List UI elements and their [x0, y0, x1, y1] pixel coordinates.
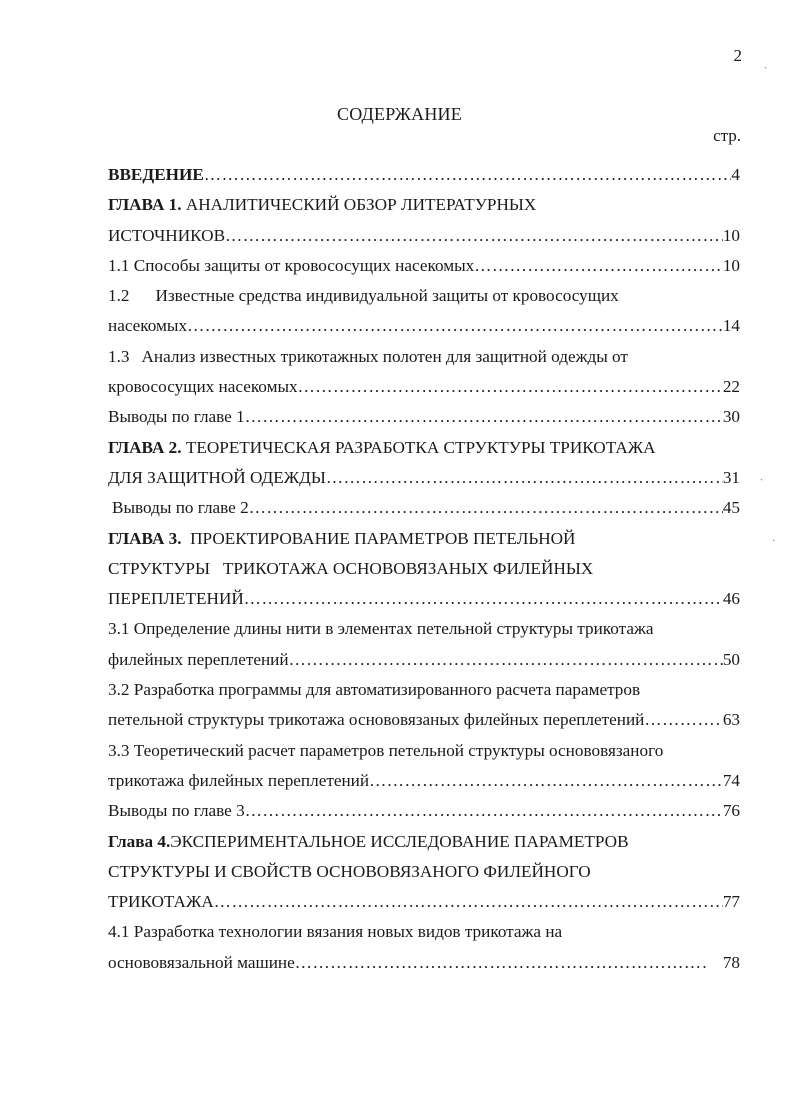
- toc-page-ref: 76: [722, 801, 740, 821]
- toc-entry-s33-line2: [108, 771, 740, 801]
- leader-dots: [295, 953, 709, 973]
- table-of-contents: [108, 165, 740, 983]
- section-title-cont: кровососущих насекомых: [108, 377, 298, 397]
- section-title-cont: трикотажа филейных переплетений: [108, 770, 370, 790]
- section-title-cont: основовязальной машине: [108, 952, 295, 972]
- toc-entry-s13-line1: [108, 347, 740, 377]
- toc-entry-s12-line1: [108, 286, 740, 316]
- toc-entry-conclusions-1: [108, 407, 740, 437]
- toc-entry-ch3-line3: [108, 589, 740, 619]
- toc-entry-intro: [108, 165, 740, 195]
- leader-dots: [225, 226, 723, 246]
- toc-entry-label: Выводы по главе 3: [108, 801, 245, 821]
- chapter-title-cont: ПЕРЕПЛЕТЕНИЙ: [108, 589, 244, 609]
- leader-dots: [644, 710, 722, 730]
- section-title: 3.1 Определение длины нити в элементах петельной структуры трикотажа: [108, 619, 654, 639]
- toc-entry-ch4-line2: [108, 862, 740, 892]
- page-number: 2: [733, 46, 742, 65]
- toc-page-ref: 74: [722, 770, 740, 790]
- toc-entry-ch3-line2: [108, 559, 740, 589]
- chapter-prefix: Глава 4.: [108, 831, 171, 851]
- leader-dots: [289, 650, 723, 670]
- toc-entry-ch2-line2: [108, 468, 740, 498]
- toc-page-ref: 63: [722, 710, 740, 730]
- toc-page-ref: 22: [722, 377, 740, 397]
- toc-entry-s31-line2: [108, 650, 740, 680]
- chapter-title-cont: ИСТОЧНИКОВ: [108, 225, 226, 245]
- section-title: 4.1 Разработка технологии вязания новых видов трикотажа на: [108, 922, 563, 942]
- toc-entry-label: ВВЕДЕНИЕ: [108, 165, 204, 184]
- page-title: СОДЕРЖАНИЕ: [337, 104, 462, 124]
- toc-entry-s31-line1: [108, 619, 740, 649]
- section-number: 1.2: [108, 286, 130, 306]
- toc-page-ref: 31: [722, 467, 740, 487]
- section-title: 3.2 Разработка программы для автоматизированного расчета параметров: [108, 680, 641, 700]
- section-title-cont: филейных переплетений: [108, 649, 289, 669]
- toc-page-ref: 50: [722, 649, 740, 669]
- toc-entry-conclusions-2: [108, 498, 740, 528]
- chapter-title: ПРОЕКТИРОВАНИЕ ПАРАМЕТРОВ ПЕТЕЛЬНОЙ: [190, 528, 576, 548]
- leader-dots: [249, 498, 723, 518]
- toc-entry-s33-line1: [108, 741, 740, 771]
- chapter-title-cont: СТРУКТУРЫ ТРИКОТАЖА ОСНОВОВЯЗАНЫХ ФИЛЕЙНЫХ: [108, 558, 594, 578]
- toc-page-ref: 4: [731, 165, 740, 184]
- toc-page-ref: 78: [722, 952, 740, 972]
- leader-dots: [298, 377, 723, 397]
- section-title-cont: насекомых: [108, 316, 188, 336]
- section-title-cont: петельной структуры трикотажа основовязаных филейных переплетений: [108, 710, 645, 730]
- toc-entry-ch4-line1: [108, 832, 740, 862]
- leader-dots: [369, 771, 723, 791]
- toc-entry-s41-line1: [108, 922, 740, 952]
- toc-entry-s41-line2: [108, 953, 740, 983]
- toc-entry-s11: [108, 256, 740, 286]
- chapter-prefix: ГЛАВА 1.: [108, 195, 182, 215]
- section-title: Анализ известных трикотажных полотен для защитной одежды от: [141, 346, 628, 366]
- toc-entry-label: 1.1 Способы защиты от кровососущих насекомых: [108, 255, 475, 275]
- section-title: 3.3 Теоретический расчет параметров петельной структуры основовязаного: [108, 740, 664, 760]
- chapter-title-cont: СТРУКТУРЫ И СВОЙСТВ ОСНОВОВЯЗАНОГО ФИЛЕЙНОГО: [108, 861, 591, 881]
- chapter-prefix: ГЛАВА 3.: [108, 528, 182, 548]
- leader-dots: [474, 256, 723, 276]
- toc-entry-ch3-line1: [108, 529, 740, 559]
- section-number: 1.3: [108, 346, 130, 366]
- toc-entry-conclusions-3: [108, 801, 740, 831]
- toc-entry-ch4-line3: [108, 892, 740, 922]
- toc-entry-s32-line2: [108, 710, 740, 740]
- chapter-title: АНАЛИТИЧЕСКИЙ ОБЗОР ЛИТЕРАТУРНЫХ: [185, 195, 537, 215]
- toc-page-ref: 10: [722, 255, 740, 275]
- scan-speck: ˎ: [764, 58, 768, 69]
- chapter-title-cont: ТРИКОТАЖА: [108, 892, 214, 912]
- toc-page-ref: 77: [722, 892, 740, 912]
- leader-dots: [204, 165, 732, 185]
- toc-page-ref: 14: [722, 316, 740, 336]
- chapter-title-cont: ДЛЯ ЗАЩИТНОЙ ОДЕЖДЫ: [108, 467, 326, 487]
- leader-dots: [214, 892, 723, 912]
- toc-entry-ch2-line1: [108, 438, 740, 468]
- leader-dots: [245, 801, 723, 821]
- section-title: Известные средства индивидуальной защиты от кровососущих: [155, 286, 619, 306]
- toc-page-ref: 45: [722, 498, 740, 518]
- leader-dots: [244, 589, 723, 609]
- toc-entry-s32-line1: [108, 680, 740, 710]
- toc-page-ref: 10: [722, 225, 740, 245]
- toc-entry-ch1-line2: [108, 226, 740, 256]
- page-column-label: стр.: [713, 126, 741, 145]
- toc-entry-s13-line2: [108, 377, 740, 407]
- leader-dots: [187, 316, 723, 336]
- leader-dots: [326, 468, 723, 488]
- scan-speck: ˏ: [760, 470, 764, 481]
- scan-speck: ·: [772, 536, 776, 547]
- toc-page-ref: 46: [722, 589, 740, 609]
- toc-entry-label: Выводы по главе 2: [112, 498, 249, 518]
- chapter-title: ЭКСПЕРИМЕНТАЛЬНОЕ ИССЛЕДОВАНИЕ ПАРАМЕТРОВ: [170, 831, 629, 851]
- toc-page-ref: 30: [722, 407, 740, 427]
- chapter-title: ТЕОРЕТИЧЕСКАЯ РАЗРАБОТКА СТРУКТУРЫ ТРИКОТАЖА: [185, 437, 656, 457]
- leader-dots: [245, 407, 723, 427]
- toc-entry-s12-line2: [108, 316, 740, 346]
- toc-entry-label: Выводы по главе 1: [108, 407, 245, 427]
- chapter-prefix: ГЛАВА 2.: [108, 437, 182, 457]
- toc-entry-ch1-line1: [108, 195, 740, 225]
